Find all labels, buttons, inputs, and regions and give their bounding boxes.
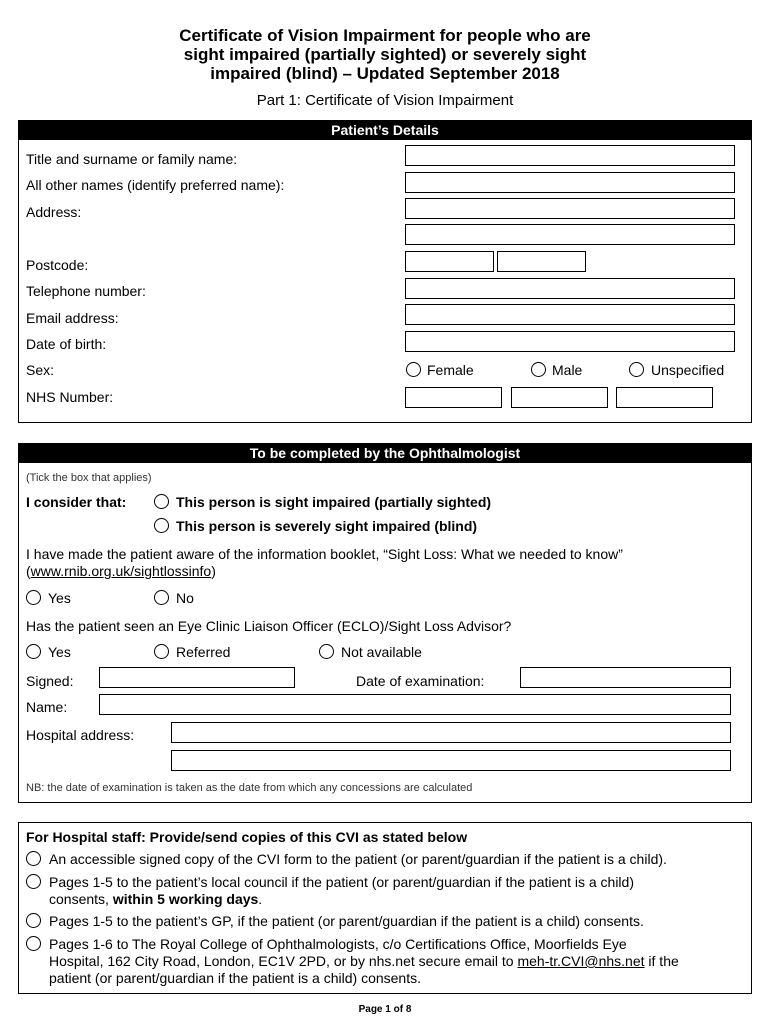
sex-unspecified-radio[interactable] xyxy=(629,362,644,377)
postcode-label: Postcode: xyxy=(26,257,89,273)
copy-college-if: if the xyxy=(644,953,679,969)
sex-male-label: Male xyxy=(552,362,583,378)
copy-patient-checkbox[interactable] xyxy=(26,851,41,866)
title-line-1: Certificate of Vision Impairment for people who are xyxy=(179,26,591,45)
booklet-no-radio[interactable] xyxy=(154,590,169,605)
copy-college-text xyxy=(49,936,759,987)
copy-gp-checkbox[interactable] xyxy=(26,913,41,928)
patient-details-section xyxy=(18,120,752,423)
copy-council-text xyxy=(49,874,759,908)
address-line-1-field[interactable] xyxy=(405,198,735,219)
patient-details-heading: Patient’s Details xyxy=(19,121,751,140)
email-field[interactable] xyxy=(405,304,735,325)
signed-label: Signed: xyxy=(26,673,74,689)
eclo-referred-radio[interactable] xyxy=(154,644,169,659)
booklet-yes-radio[interactable] xyxy=(26,590,41,605)
sight-impaired-radio[interactable] xyxy=(154,494,169,509)
email-label: Email address: xyxy=(26,310,119,326)
copy-college-address: Hospital, 162 City Road, London, EC1V 2PD, or by nhs.net secure email to xyxy=(49,953,518,969)
copy-college-line-1: Pages 1-6 to The Royal College of Ophthalmologists, c/o Certifications Office, Moorfields Eye xyxy=(49,936,627,952)
eclo-yes-radio[interactable] xyxy=(26,644,41,659)
hospital-address-line-1[interactable] xyxy=(171,722,731,743)
sex-unspecified-label: Unspecified xyxy=(651,362,725,378)
other-names-field[interactable] xyxy=(405,172,735,193)
eclo-not-available-label: Not available xyxy=(341,644,422,660)
address-line-2-field[interactable] xyxy=(405,224,735,245)
hospital-staff-heading: For Hospital staff: Provide/send copies of this CVI as stated below xyxy=(26,829,468,845)
severely-sight-impaired-label: This person is severely sight impaired (blind) xyxy=(176,518,478,534)
sex-male-radio[interactable] xyxy=(531,362,546,377)
page-number: Page 1 of 8 xyxy=(358,1004,412,1015)
dob-label: Date of birth: xyxy=(26,336,107,352)
tick-note: (Tick the box that applies) xyxy=(26,472,152,484)
booklet-link[interactable]: www.rnib.org.uk/sightlossinfo xyxy=(30,563,212,579)
eclo-question: Has the patient seen an Eye Clinic Liaison Officer (ECLO)/Sight Loss Advisor? xyxy=(26,618,512,634)
title-line-3: impaired (blind) – Updated September 2018 xyxy=(210,64,560,83)
booklet-no-label: No xyxy=(176,590,194,606)
eclo-referred-label: Referred xyxy=(176,644,231,660)
hospital-address-line-2[interactable] xyxy=(171,750,731,771)
booklet-close-paren: ) xyxy=(211,563,216,579)
nhs-number-field-3[interactable] xyxy=(616,387,713,408)
ophth-name-field[interactable] xyxy=(99,694,731,715)
nb-note: NB: the date of examination is taken as the date from which any concessions are calculated xyxy=(26,782,473,794)
date-exam-label: Date of examination: xyxy=(356,673,485,689)
sex-female-radio[interactable] xyxy=(406,362,421,377)
copy-gp-text: Pages 1-5 to the patient’s GP, if the patient (or parent/guardian if the patient is a child) consents. xyxy=(49,913,644,929)
cvi-email-link[interactable]: meh-tr.CVI@nhs.net xyxy=(517,953,645,969)
signature-field[interactable] xyxy=(99,667,295,688)
copy-council-checkbox[interactable] xyxy=(26,874,41,889)
date-exam-field[interactable] xyxy=(520,667,731,688)
telephone-label: Telephone number: xyxy=(26,283,146,299)
copy-college-line-3: patient (or parent/guardian if the patient is a child) consents. xyxy=(49,970,421,986)
document-subtitle: Part 1: Certificate of Vision Impairment xyxy=(256,92,514,109)
other-names-label: All other names (identify preferred name): xyxy=(26,177,285,193)
surname-field[interactable] xyxy=(405,145,735,166)
sight-impaired-label: This person is sight impaired (partially sighted) xyxy=(176,494,492,510)
dob-field[interactable] xyxy=(405,331,735,352)
postcode-field-2[interactable] xyxy=(497,251,586,272)
booklet-text: I have made the patient aware of the information booklet, “Sight Loss: What we needed to know” xyxy=(26,546,623,562)
copy-council-period: . xyxy=(258,891,263,907)
booklet-open-paren: ( xyxy=(26,563,31,579)
copy-council-deadline: within 5 working days xyxy=(112,891,259,907)
copy-council-consents: consents, xyxy=(49,891,113,907)
copy-council-line-1: Pages 1-5 to the patient’s local council if the patient (or parent/guardian if the patient is a child) xyxy=(49,874,634,890)
copy-patient-text: An accessible signed copy of the CVI form to the patient (or parent/guardian if the patient is a child). xyxy=(49,851,667,867)
copy-college-checkbox[interactable] xyxy=(26,936,41,951)
title-line-2: sight impaired (partially sighted) or severely sight xyxy=(183,45,587,64)
sex-female-label: Female xyxy=(427,362,474,378)
copy-council-line-2 xyxy=(49,891,759,908)
eclo-not-available-radio[interactable] xyxy=(319,644,334,659)
postcode-field-1[interactable] xyxy=(405,251,494,272)
hospital-address-label: Hospital address: xyxy=(26,727,135,743)
copy-college-line-2 xyxy=(49,953,759,970)
booklet-yes-label: Yes xyxy=(48,590,71,606)
name-label: Title and surname or family name: xyxy=(26,151,238,167)
consider-label: I consider that: xyxy=(26,494,127,510)
nhs-number-label: NHS Number: xyxy=(26,389,114,405)
ophthalmologist-heading: To be completed by the Ophthalmologist xyxy=(19,444,751,463)
address-label: Address: xyxy=(26,204,82,220)
booklet-link-line xyxy=(26,563,216,579)
sex-label: Sex: xyxy=(26,362,55,378)
nhs-number-field-1[interactable] xyxy=(405,387,502,408)
nhs-number-field-2[interactable] xyxy=(511,387,608,408)
document-title xyxy=(0,26,770,83)
severely-sight-impaired-radio[interactable] xyxy=(154,518,169,533)
ophth-name-label: Name: xyxy=(26,699,68,715)
eclo-yes-label: Yes xyxy=(48,644,71,660)
ophthalmologist-section xyxy=(18,443,752,803)
telephone-field[interactable] xyxy=(405,278,735,299)
